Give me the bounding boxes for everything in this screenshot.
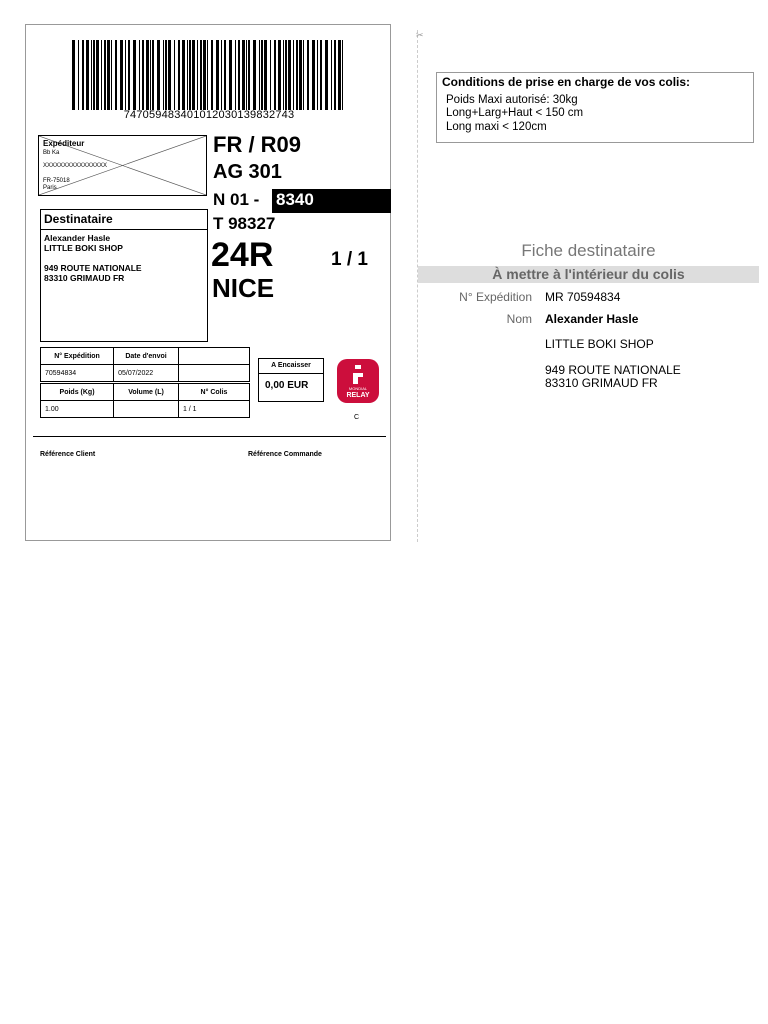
n-code: 8340 <box>272 189 391 213</box>
fiche-city: 83310 GRIMAUD FR <box>545 376 658 390</box>
condition-size: Long+Larg+Haut < 150 cm <box>446 107 584 119</box>
scissors-icon: ✂ <box>416 30 424 40</box>
recipient-name: Alexander Hasle <box>44 233 111 243</box>
recipient-city: 83310 GRIMAUD FR <box>44 273 125 283</box>
sender-line: XXXXXXXXXXXXXXXX <box>43 163 108 169</box>
recipient-title: Destinataire <box>40 209 208 230</box>
date-header: Date d'envoi <box>114 348 179 365</box>
n-prefix: N 01 - <box>213 190 260 209</box>
colis-header: N° Colis <box>178 384 249 401</box>
fiche-expedition-value: MR 70594834 <box>545 290 621 304</box>
parcel-count: 1 / 1 <box>331 249 368 270</box>
recipient-address <box>40 229 208 342</box>
svg-text:MONDIAL: MONDIAL <box>348 386 368 391</box>
barcode <box>72 40 346 110</box>
sender-title: Expéditeur <box>43 139 85 148</box>
conditions-title: Conditions de prise en charge de vos colis: <box>442 75 691 89</box>
cut-line <box>417 30 418 542</box>
fiche-expedition-label: N° Expédition <box>459 290 532 304</box>
volume-value <box>114 401 179 418</box>
recipient-street: 949 ROUTE NATIONALE <box>44 263 142 273</box>
weight-value: 1.00 <box>41 401 114 418</box>
fiche-title: Fiche destinataire <box>521 241 656 260</box>
sender-postal: FR-75018 <box>43 178 70 184</box>
condition-weight: Poids Maxi autorisé: 30kg <box>446 93 578 106</box>
fiche-street: 949 ROUTE NATIONALE <box>545 363 681 377</box>
expedition-table <box>40 347 250 382</box>
separator-line <box>33 436 386 437</box>
expedition-header: N° Expédition <box>41 348 114 365</box>
route-code: FR / R09 <box>213 132 302 157</box>
condition-length: Long maxi < 120cm <box>446 120 547 133</box>
small-c-mark: C <box>354 414 360 421</box>
barcode-number: 747059483401012030139832743 <box>123 109 295 121</box>
agency-code: AG 301 <box>213 161 282 183</box>
expedition-value: 70594834 <box>41 365 114 382</box>
colis-value: 1 / 1 <box>178 401 249 418</box>
fiche-subtitle: À mettre à l'intérieur du colis <box>418 266 759 283</box>
fiche-nom-value: Alexander Hasle <box>545 312 639 326</box>
reference-client: Référence Client <box>40 451 96 458</box>
mondial-relay-logo <box>336 358 380 404</box>
destination-city: NICE <box>212 273 275 303</box>
parcel-table <box>40 383 250 418</box>
fiche-company: LITTLE BOKI SHOP <box>545 337 654 351</box>
sort-code: 24R <box>211 236 274 274</box>
cod-label: A Encaisser <box>259 359 323 374</box>
weight-header: Poids (Kg) <box>41 384 114 401</box>
t-code: T 98327 <box>213 214 276 233</box>
cod-box <box>258 358 324 402</box>
recipient-company: LITTLE BOKI SHOP <box>44 243 123 253</box>
fiche-nom-label: Nom <box>506 312 532 326</box>
date-value: 05/07/2022 <box>114 365 179 382</box>
sender-box <box>38 135 207 196</box>
volume-header: Volume (L) <box>114 384 179 401</box>
reference-commande: Référence Commande <box>248 451 322 458</box>
cod-amount: 0,00 EUR <box>265 380 309 391</box>
sender-city: Paris <box>43 185 57 191</box>
svg-text:RELAY: RELAY <box>346 392 370 399</box>
sender-name: Bb Ka <box>43 150 60 156</box>
conditions-box <box>436 72 754 143</box>
